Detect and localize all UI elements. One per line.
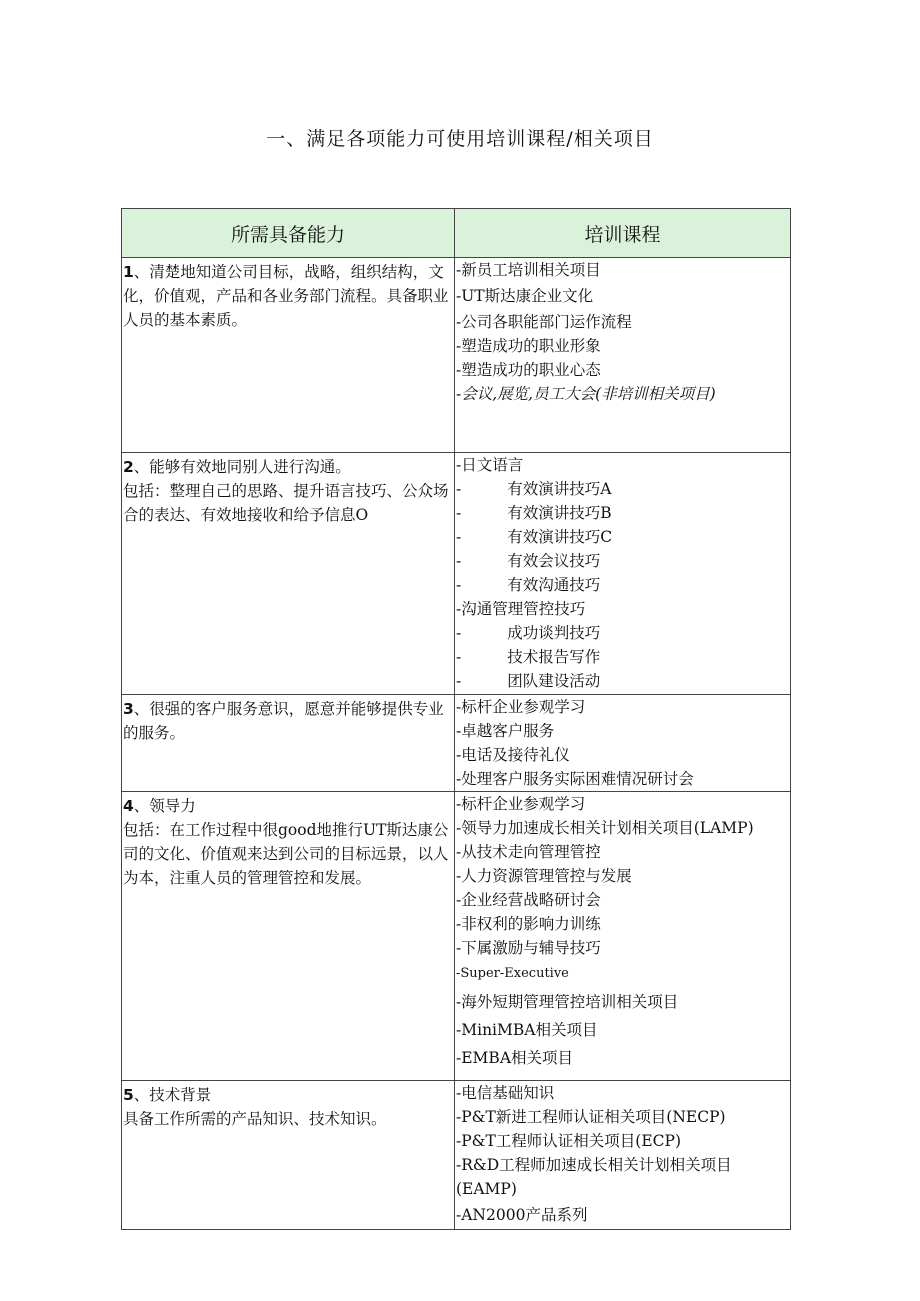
course-cell	[455, 1081, 791, 1230]
course-cell	[455, 695, 791, 792]
ability-body: 具备工作所需的产品知识、技术知识。	[123, 1110, 387, 1128]
course-subitem: 团队建设活动	[507, 672, 601, 690]
course-item: -EMBA相关项目	[456, 1049, 574, 1067]
course-item: -标杆企业参观学习	[456, 698, 586, 716]
course-cell	[455, 258, 791, 453]
ability-cell	[122, 695, 455, 792]
course-item: -领导力加速成长相关计划相关项目(LAMP)	[456, 819, 754, 837]
course-subitem: 有效演讲技巧A	[507, 480, 612, 498]
ability-cell	[122, 258, 455, 453]
course-subitem: 技术报告写作	[507, 648, 601, 666]
course-item	[456, 525, 790, 549]
course-item: -塑造成功的职业形象	[456, 337, 601, 355]
table-row	[122, 792, 791, 1081]
ability-heading: 、技术背景	[133, 1086, 212, 1104]
table-row	[122, 453, 791, 695]
course-item: -R&D工程师加速成长相关计划相关项目(EAMP)	[456, 1156, 732, 1198]
ability-heading: 、能够有效地同别人进行沟通。	[133, 458, 351, 476]
course-item: -P&T新进工程师认证相关项目(NECP)	[456, 1108, 726, 1126]
ability-heading: 、清楚地知道公司目标，战略，组织结构，文化，价值观，产品和各业务部门流程。具备职业人员的基本素质。	[123, 263, 449, 329]
course-item: -新员工培训相关项目	[456, 261, 601, 279]
ability-heading: 、领导力	[133, 797, 196, 815]
header-ability: 所需具备能力	[122, 209, 455, 258]
course-dash: -	[456, 552, 462, 570]
course-item: -电话及接待礼仪	[456, 746, 570, 764]
course-item: -电信基础知识	[456, 1084, 555, 1102]
ability-number: 5	[123, 1086, 134, 1104]
course-item	[456, 501, 790, 525]
page-title: 一、满足各项能力可使用培训课程/相关项目	[266, 128, 654, 150]
ability-course-table	[121, 208, 791, 1230]
ability-heading: 、很强的客户服务意识，愿意并能够提供专业的服务。	[123, 700, 444, 742]
course-cell	[455, 792, 791, 1081]
course-item: -P&T工程师认证相关项目(ECP)	[456, 1132, 682, 1150]
course-item	[456, 621, 790, 645]
course-item: -Super-Executive	[456, 966, 569, 981]
course-item	[456, 573, 790, 597]
course-item: -人力资源管理管控与发展	[456, 867, 632, 885]
course-dash: -	[456, 624, 462, 642]
course-item: -MiniMBA相关项目	[456, 1021, 598, 1039]
table-header-row	[122, 209, 791, 258]
ability-body: 包括：整理自己的思路、提升语言技巧、公众场合的表达、有效地接收和给予信息O	[123, 482, 449, 524]
course-subitem: 有效会议技巧	[507, 552, 601, 570]
course-item: -会议,展览,员工大会(非培训相关项目)	[456, 385, 716, 403]
ability-number: 4	[123, 797, 134, 815]
course-item: -UT斯达康企业文化	[456, 287, 594, 305]
course-item: -处理客户服务实际困难情况研讨会	[456, 770, 694, 788]
ability-number: 2	[123, 458, 134, 476]
ability-number: 3	[123, 700, 134, 718]
course-item: -从技术走向管理管控	[456, 843, 601, 861]
course-dash: -	[456, 504, 462, 522]
course-cell	[455, 453, 791, 695]
ability-body: 包括：在工作过程中很good地推行UT斯达康公司的文化、价值观来达到公司的目标远景，以人为本，注重人员的管理管控和发展。	[123, 821, 449, 887]
course-item	[456, 477, 790, 501]
course-dash: -	[456, 576, 462, 594]
course-subitem: 有效演讲技巧C	[507, 528, 613, 546]
course-item: -沟通管理管控技巧	[456, 600, 586, 618]
table-row	[122, 1081, 791, 1230]
course-subitem: 有效沟通技巧	[507, 576, 601, 594]
course-item: -卓越客户服务	[456, 722, 555, 740]
course-item	[456, 669, 790, 693]
course-item: -AN2000产品系列	[456, 1206, 588, 1224]
ability-cell	[122, 1081, 455, 1230]
course-dash: -	[456, 648, 462, 666]
course-item: -标杆企业参观学习	[456, 795, 586, 813]
course-dash: -	[456, 528, 462, 546]
table-row	[122, 258, 791, 453]
ability-number: 1	[123, 263, 134, 281]
course-dash: -	[456, 480, 462, 498]
course-dash: -	[456, 672, 462, 690]
course-item: -公司各职能部门运作流程	[456, 313, 632, 331]
course-item	[456, 645, 790, 669]
course-item	[456, 549, 790, 573]
ability-cell	[122, 453, 455, 695]
course-item: -企业经营战略研讨会	[456, 891, 601, 909]
course-item: -海外短期管理管控培训相关项目	[456, 993, 679, 1011]
course-item: -非权利的影响力训练	[456, 915, 601, 933]
ability-cell	[122, 792, 455, 1081]
course-item: -下属激励与辅导技巧	[456, 939, 601, 957]
course-subitem: 有效演讲技巧B	[507, 504, 612, 522]
header-courses: 培训课程	[455, 209, 791, 258]
course-item: -塑造成功的职业心态	[456, 361, 601, 379]
table-row	[122, 695, 791, 792]
course-item: -日文语言	[456, 456, 524, 474]
course-subitem: 成功谈判技巧	[507, 624, 601, 642]
